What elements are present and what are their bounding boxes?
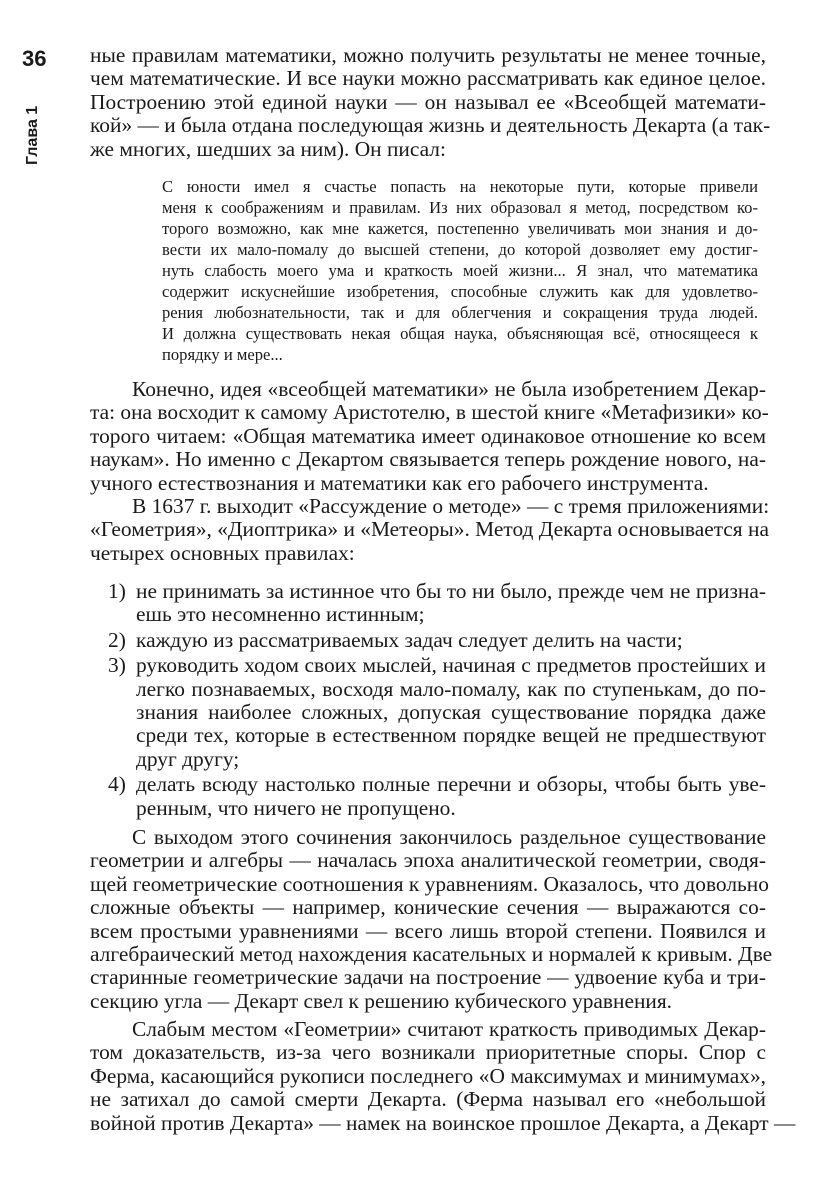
paragraph-5: [90, 1017, 796, 1135]
list-line: не принимать за истинное что бы то ни было, прежде чем не призна-: [136, 579, 766, 603]
text-line: сложные объекты — например, конические сечения — выражаются со-: [90, 895, 766, 920]
list-line: друг другу;: [136, 746, 240, 771]
quote-line: С юности имел я счастье попасть на некоторые пути, которые привели: [162, 177, 758, 196]
list-marker: 1): [108, 579, 126, 603]
chapter-label: Глава 1: [24, 105, 41, 165]
list-marker: 4): [108, 772, 126, 797]
paragraph-3: [90, 494, 770, 565]
text-line: Ферма, касающийся рукописи последнего «О максимумах и минимумах»,: [90, 1063, 766, 1088]
list-item: [108, 773, 766, 820]
text-line: чем математические. И все науки можно рассматривать как единое целое.: [90, 66, 766, 91]
text-line: же многих, шедших за ним). Он писал:: [90, 136, 446, 161]
list-line: каждую из рассматриваемых задач следует делить на части;: [136, 627, 683, 652]
text-line: Конечно, идея «всеобщей математики» не была изобретением Декар-: [132, 377, 766, 401]
text-line: алгебраический метод нахождения касательных и нормалей к кривым. Две: [90, 941, 773, 966]
text-line: старинные геометрические задачи на построение — удвоение куба и три-: [90, 965, 766, 990]
list-line: легко познаваемых, восходя мало-помалу, как по ступенькам, до по-: [136, 676, 766, 701]
list-marker: 2): [108, 627, 126, 652]
list-line: руководить ходом своих мыслей, начиная с предметов простейших и: [136, 653, 766, 678]
list-line: делать всюду настолько полные перечни и обзоры, чтобы быть уве-: [136, 772, 766, 797]
text-line: всем простыми уравнениями — всего лишь второй степени. Появился и: [90, 918, 766, 943]
quote-line: вести их мало-помалу до высшей степени, до которой дозволяет ему достиг-: [162, 240, 758, 259]
quote-line: порядку и мере...: [162, 345, 283, 364]
text-line: «Геометрия», «Диоптрика» и «Метеоры». Метод Декарта основывается на: [90, 517, 769, 542]
list-item: [108, 654, 766, 771]
list-line: ренным, что ничего не пропущено.: [136, 795, 456, 820]
text-line: учного естествознания и математики как его рабочего инструмента.: [90, 470, 709, 495]
paragraph-1: [90, 43, 771, 161]
text-line: кой» — и была отдана последующая жизнь и деятельность Декарта (а так-: [90, 113, 771, 138]
text-line: С выходом этого сочинения закончилось раздельное существование: [132, 825, 766, 849]
text-line: Слабым местом «Геометрии» считают краткость приводимых Декар-: [132, 1017, 766, 1041]
text-line: четырех основных правилах:: [90, 540, 355, 565]
list-item: [108, 629, 766, 652]
quote-line: нуть слабость моего ума и краткость моей жизни... Я знал, что математика: [162, 261, 758, 280]
quote-line: И должна существовать некая общая наука, объясняющая всё, относящееся к: [162, 324, 758, 343]
text-line: наукам». Но именно с Декартом связывается теперь рождение нового, на-: [90, 447, 766, 472]
text-line: том доказательств, из-за чего возникали приоритетные споры. Спор с: [90, 1040, 766, 1065]
text-line: торого читаем: «Общая математика имеет одинаковое отношение ко всем: [90, 423, 766, 448]
text-line: геометрии и алгебры — началась эпоха аналитической геометрии, сводя-: [90, 848, 766, 873]
paragraph-2: [90, 377, 769, 495]
list-line: знания наиболее сложных, допуская существование порядка даже: [136, 699, 766, 724]
text-line: войной против Декарта» — намек на воинское прошлое Декарта, а Декарт —: [90, 1110, 796, 1135]
rules-list: [108, 580, 766, 820]
quote-line: рения любознательности, так и для облегчения и сокращения труда людей.: [162, 303, 758, 322]
list-line: среди тех, которые в естественном порядке вещей не предшествуют: [136, 723, 766, 748]
list-marker: 3): [108, 653, 126, 678]
page-number: 36: [22, 46, 47, 71]
text-line: щей геометрические соотношения к уравнениям. Оказалось, что довольно: [90, 871, 769, 896]
list-item: [108, 580, 766, 627]
quote-line: торого возможно, как мне кажется, постепенно увеличивать мои знания и до-: [162, 219, 758, 238]
text-line: не затихал до самой смерти Декарта. (Ферма называл его «небольшой: [90, 1087, 766, 1112]
list-line: ешь это несомненно истинным;: [136, 602, 425, 627]
paragraph-4: [90, 825, 773, 1013]
text-line: ные правилам математики, можно получить результаты не менее точные,: [90, 43, 766, 67]
quote-line: меня к соображениям и правилам. Из них образовал я метод, посредством ко-: [162, 198, 758, 217]
text-line: та: она восходит к самому Аристотелю, в шестой книге «Метафизики» ко-: [90, 400, 769, 425]
text-line: Построению этой единой науки — он называл ее «Всеобщей математи-: [90, 89, 766, 114]
block-quote: [162, 176, 758, 365]
quote-line: содержит искуснейшие изобретения, способные служить как для удовлетво-: [162, 282, 758, 301]
text-line: секцию угла — Декарт свел к решению кубического уравнения.: [90, 988, 673, 1013]
text-line: В 1637 г. выходит «Рассуждение о методе» — с тремя приложениями:: [132, 494, 770, 518]
